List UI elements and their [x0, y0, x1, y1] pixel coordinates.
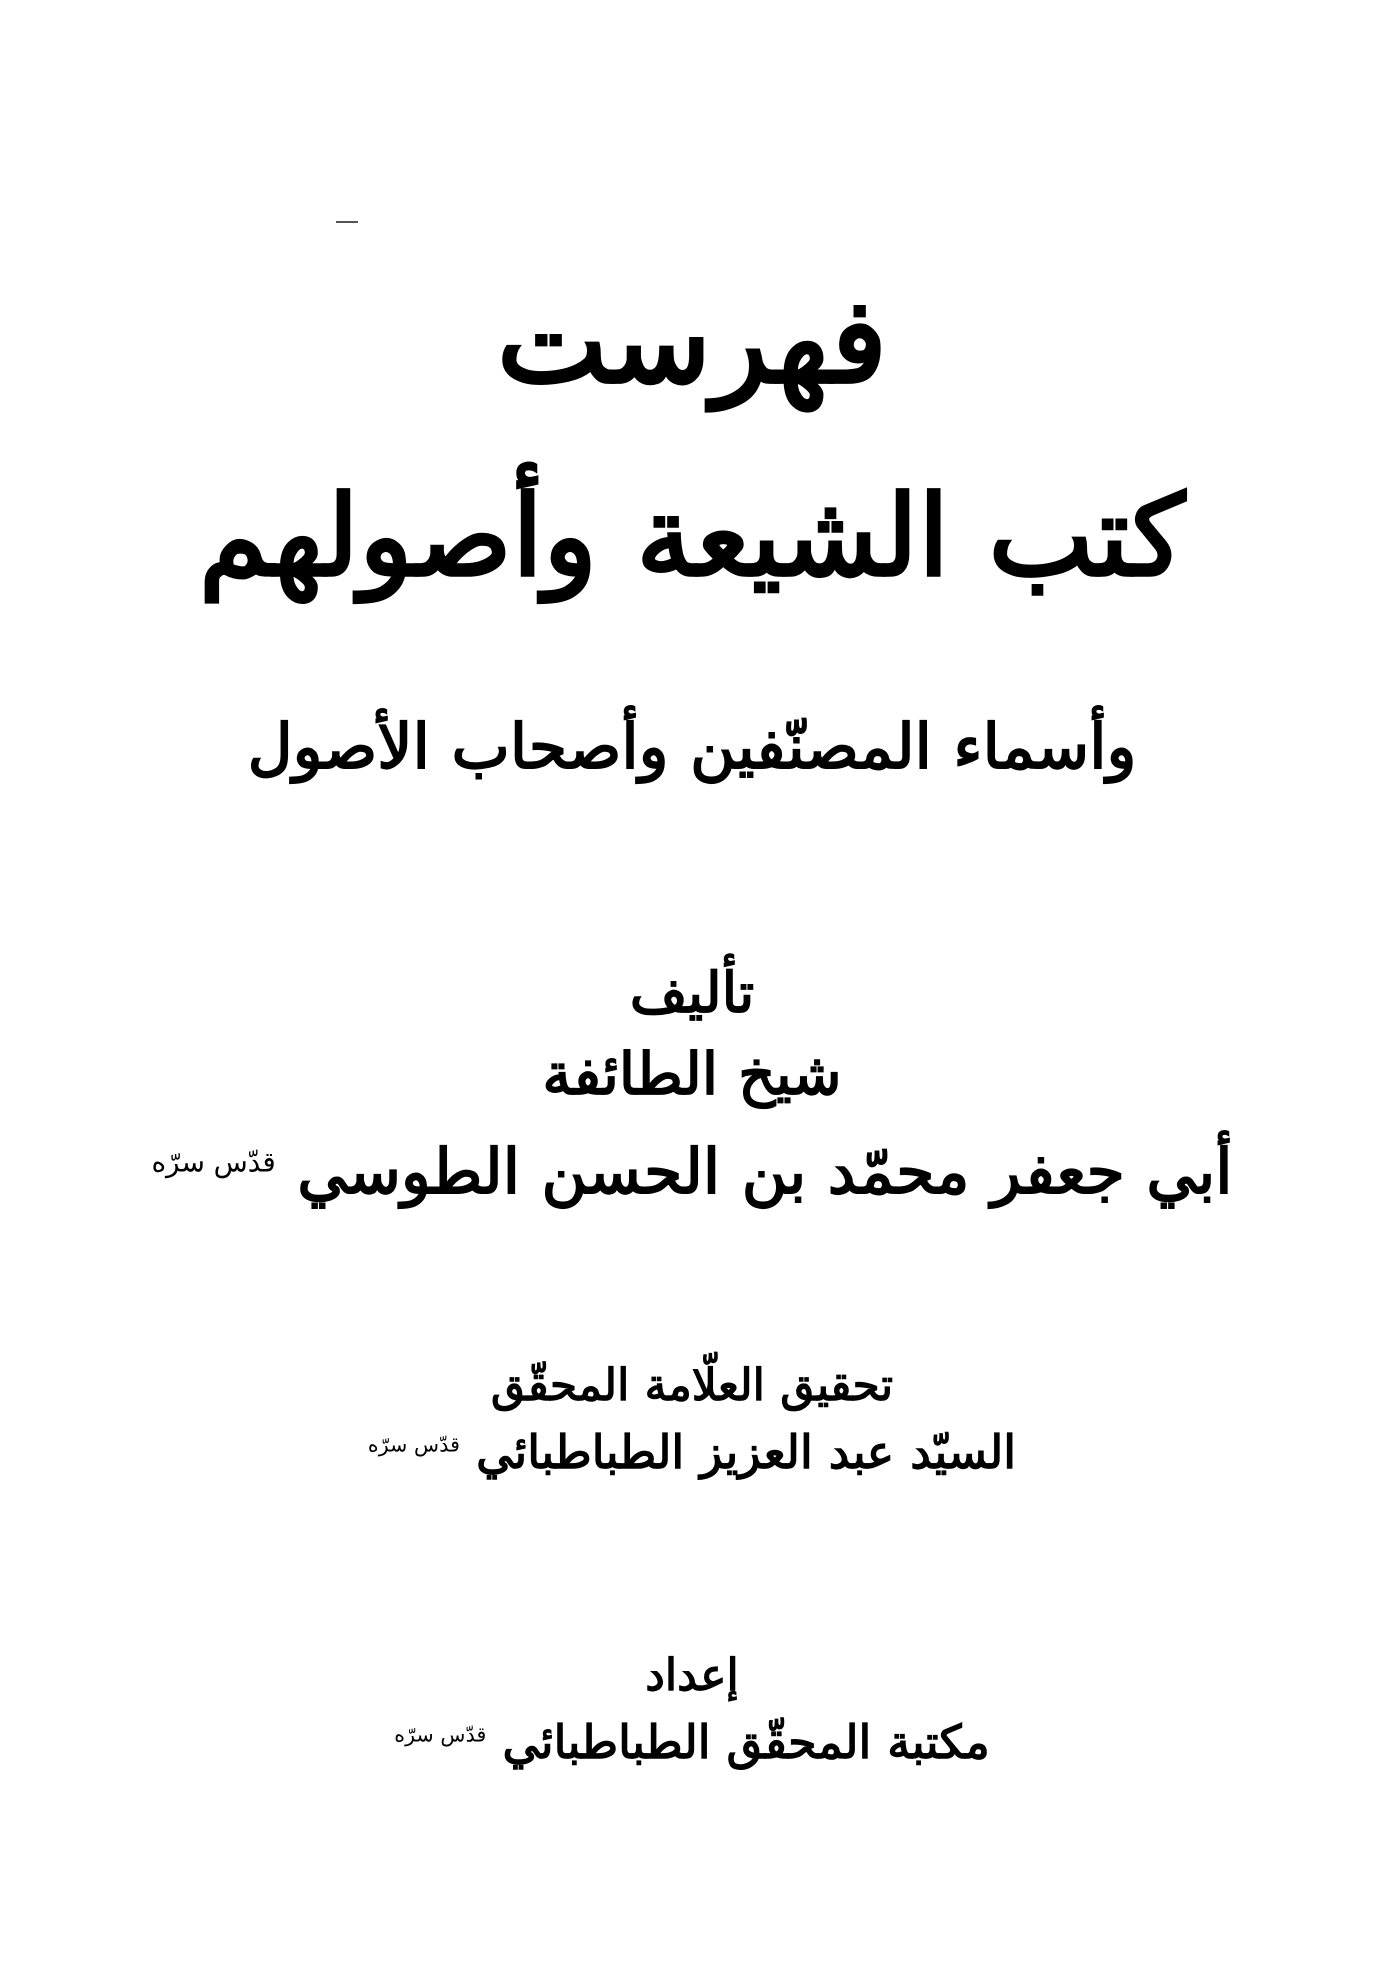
preparation-name: [0, 1715, 1384, 1770]
editor-name: [0, 1425, 1384, 1480]
preparation-name-text: مكتبة المحقّق الطباطبائي: [502, 1715, 990, 1769]
editor-name-text: السيّد عبد العزيز الطباطبائي: [476, 1425, 1017, 1479]
author-name-text: أبي جعفر محمّد بن الحسن الطوسي: [297, 1135, 1233, 1208]
author-label: تأليف: [629, 960, 755, 1026]
scan-mark: [336, 221, 358, 223]
book-title-line-2: كتب الشيعة وأصولهم: [198, 471, 1186, 602]
book-subtitle: وأسماء المصنّفين وأصحاب الأصول: [247, 710, 1137, 783]
author-name: [0, 1135, 1384, 1209]
preparation-honorific: قدّس سرّه: [394, 1722, 487, 1747]
author-honorific: قدّس سرّه: [151, 1145, 276, 1179]
editor-honorific: قدّس سرّه: [367, 1432, 461, 1457]
preparation-label: إعداد: [645, 1650, 739, 1701]
book-title-line-1: فهرست: [496, 271, 888, 410]
editor-label: تحقيق العلّامة المحقّق: [490, 1360, 894, 1411]
author-epithet: شيخ الطائفة: [542, 1040, 842, 1108]
